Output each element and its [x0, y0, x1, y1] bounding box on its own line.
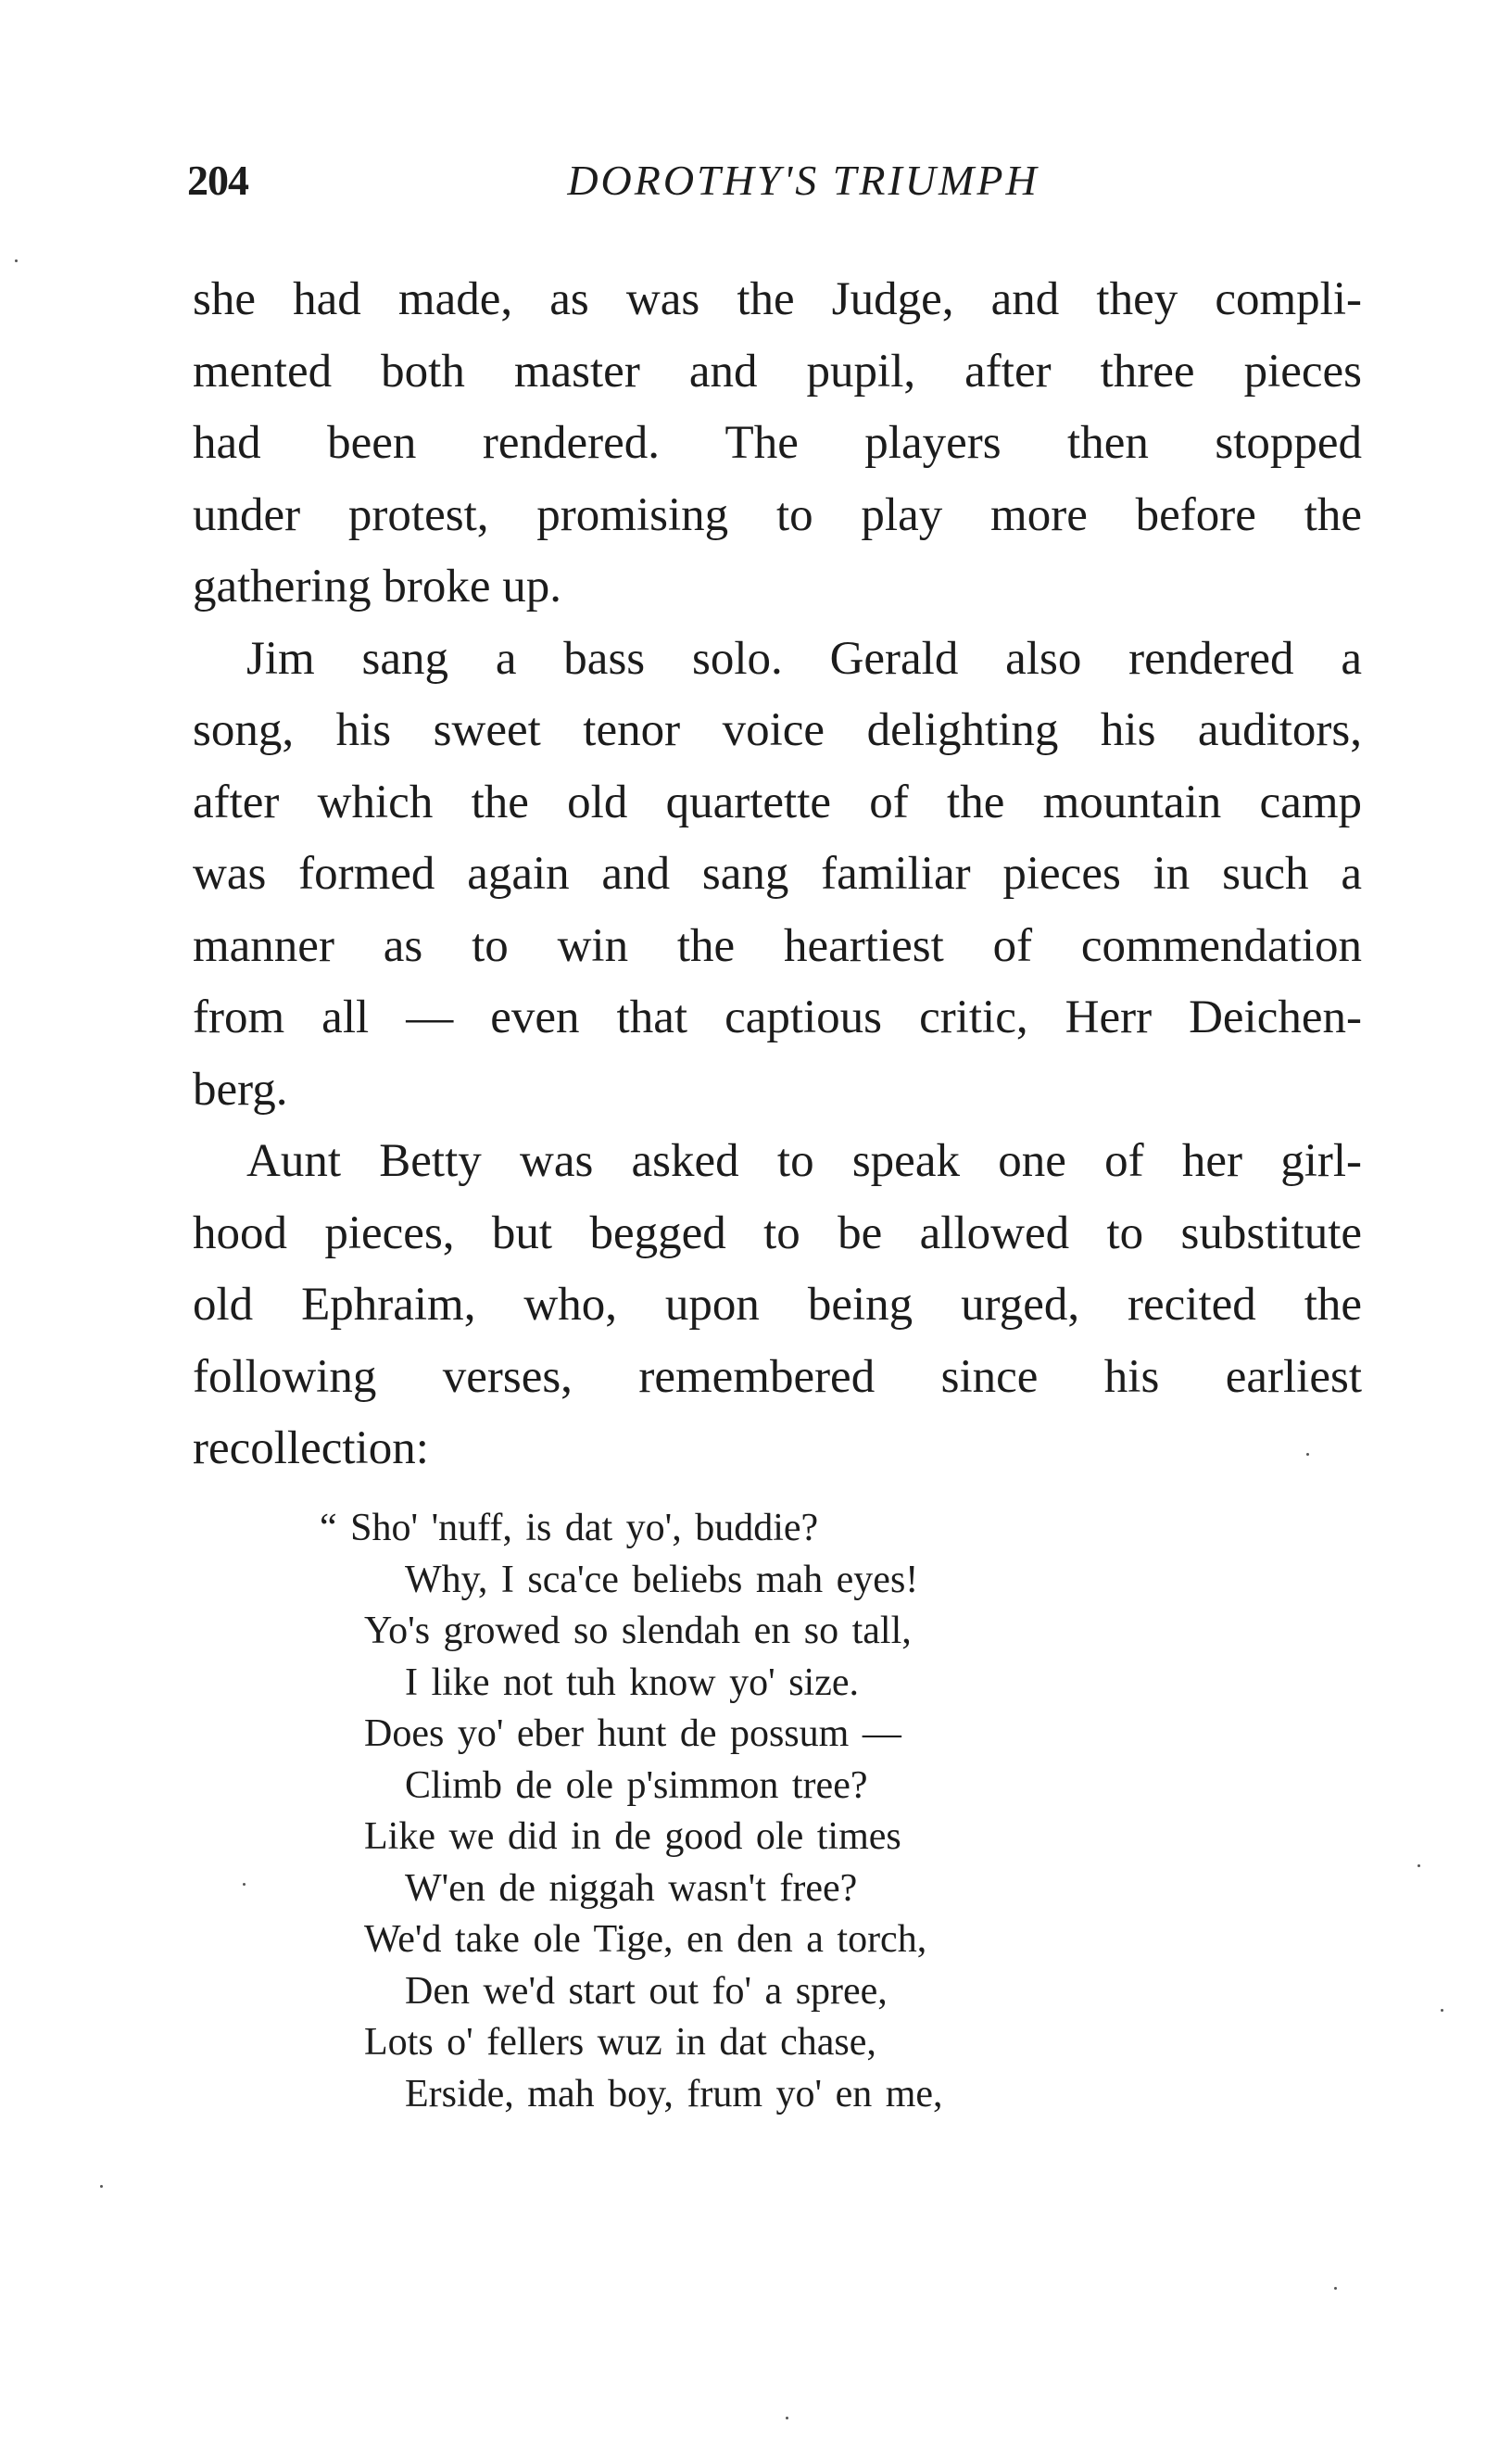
text-line: following verses, remembered since his earliest	[193, 1350, 1362, 1403]
text-line: mented both master and pupil, after three pieces	[193, 345, 1362, 398]
scan-speck	[1441, 2009, 1443, 2012]
poem-line: Like we did in de good ole times	[364, 1815, 901, 1858]
poem-line: Why, I sca'ce beliebs mah eyes!	[405, 1558, 919, 1601]
text-line: Jim sang a bass solo. Gerald also rendered a	[246, 632, 1362, 685]
text-line: after which the old quartette of the mountain camp	[193, 776, 1362, 828]
poem-line: Erside, mah boy, frum yo' en me,	[405, 2072, 943, 2115]
text-line: Aunt Betty was asked to speak one of her girl-	[246, 1135, 1362, 1187]
text-line: gathering broke up.	[193, 561, 561, 612]
poem-line: W'en de niggah wasn't free?	[405, 1866, 858, 1910]
text-line: manner as to win the heartiest of commendation	[193, 919, 1362, 972]
poem-line: We'd take ole Tige, en den a torch,	[364, 1918, 927, 1961]
scan-speck	[1418, 1864, 1420, 1867]
poem	[320, 1503, 1153, 2120]
scan-speck	[1306, 1453, 1309, 1456]
running-head	[187, 156, 1364, 211]
poem-line: Does yo' eber hunt de possum —	[364, 1712, 901, 1755]
scan-speck	[100, 2185, 103, 2188]
poem-line: Lots o' fellers wuz in dat chase,	[364, 2021, 876, 2064]
scan-speck	[1334, 2287, 1337, 2290]
running-title: DOROTHY'S TRIUMPH	[567, 157, 1040, 204]
poem-line: “ Sho' 'nuff, is dat yo', buddie?	[320, 1507, 819, 1549]
scan-speck	[786, 2417, 788, 2419]
text-line: berg.	[193, 1063, 288, 1116]
text-line: under protest, promising to play more before the	[193, 488, 1362, 541]
text-line: she had made, as was the Judge, and they compli-	[193, 273, 1362, 325]
body-text	[193, 264, 1362, 1485]
text-line: was formed again and sang familiar pieces in such a	[193, 848, 1362, 900]
text-line: old Ephraim, who, upon being urged, recited the	[193, 1279, 1362, 1331]
scan-speck	[15, 259, 18, 262]
poem-line: Den we'd start out fo' a spree,	[405, 1969, 888, 2013]
text-line: recollection:	[193, 1422, 429, 1474]
text-line: from all — even that captious critic, Herr Deichen-	[193, 991, 1362, 1043]
scan-speck	[243, 1883, 246, 1886]
poem-line: Climb de ole p'simmon tree?	[405, 1763, 868, 1807]
text-line: had been rendered. The players then stopped	[193, 417, 1362, 469]
text-line: hood pieces, but begged to be allowed to substitute	[193, 1206, 1362, 1259]
page-number: 204	[187, 157, 248, 204]
text-line: song, his sweet tenor voice delighting his auditors,	[193, 704, 1362, 756]
poem-line: I like not tuh know yo' size.	[405, 1661, 859, 1704]
poem-line: Yo's growed so slendah en so tall,	[364, 1610, 912, 1652]
